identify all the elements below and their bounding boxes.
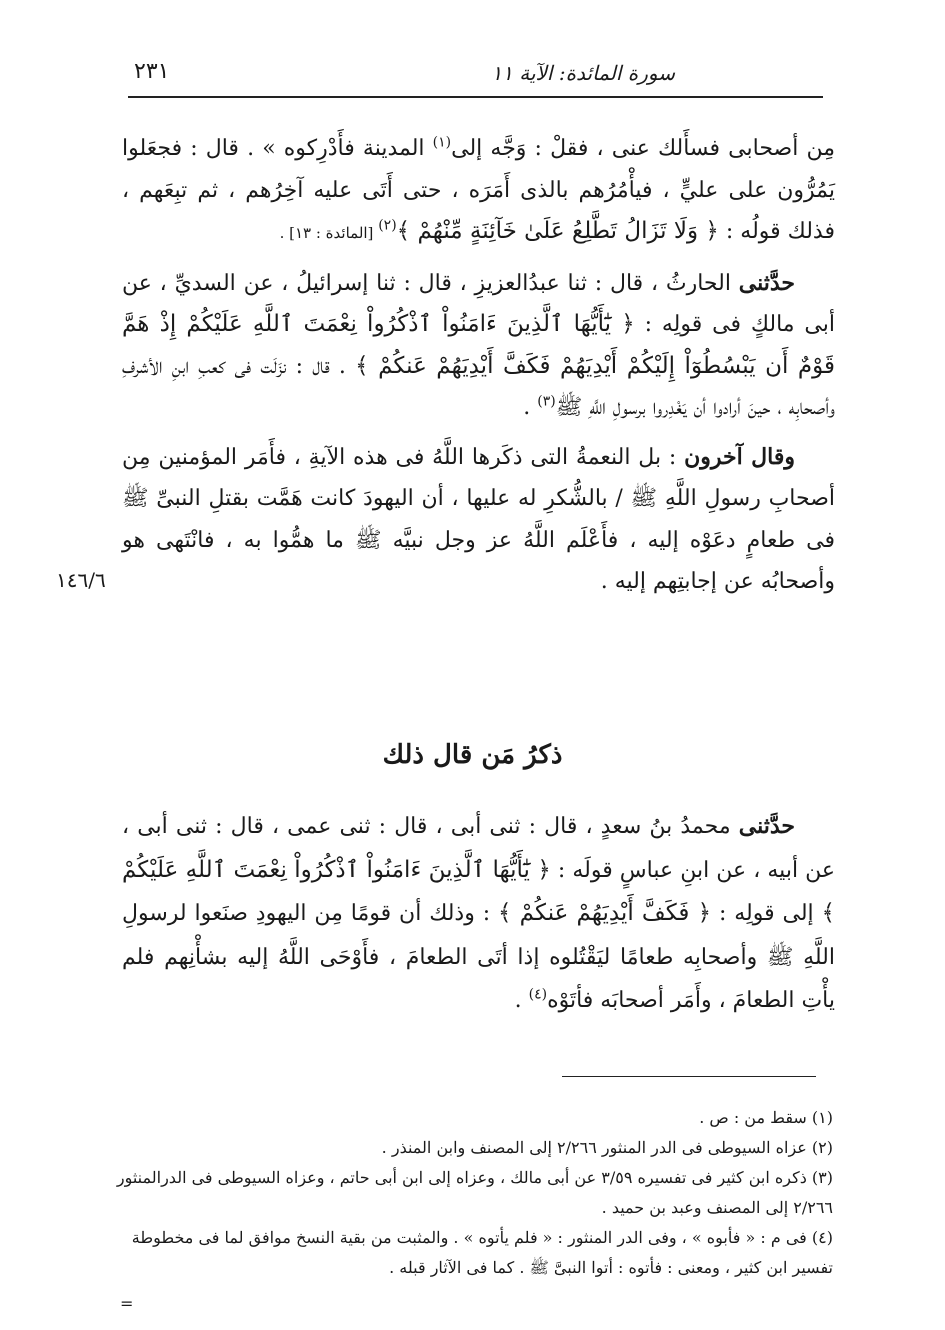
section-heading: ذكرُ مَن قال ذلك [382, 740, 563, 770]
main-text-block [122, 128, 835, 611]
footnote-separator [562, 1076, 816, 1077]
page-number: ٢٣١ [134, 59, 170, 84]
footnote: (٤) فى م : « فأبوه » ، وفى الدر المنثور : « فلم يأتوه » . والمثبت من بقية النسخ موافق لما فى مخطوطة تفسير ابن كثير ، ومعنى : فأتوه : أتوا النبىَّ ﷺ . كما فى الآثار قبله . [131, 1228, 833, 1277]
paragraph [122, 437, 835, 603]
paragraph-lead: حدَّثنى [738, 269, 795, 296]
text-segment: إلى قولِه : [711, 901, 822, 926]
marginal-reference: ١٤٦/٦ [56, 568, 106, 592]
page-header [120, 55, 825, 95]
footnote-ref: (٢) [378, 217, 397, 234]
paragraph [122, 263, 835, 429]
text-segment: . [523, 395, 538, 420]
footnotes [110, 1103, 833, 1283]
text-segment: : وذلك أن قومًا مِن اليهودِ صنَعوا لرسولِ اللَّهِ ﷺ وأصحابِه طعامًا ليَقْتُلوه إذا أتَى الطعامَ ، فأَوْحَى اللَّهُ إليه بشأْنِهم فلم يأْتِ الطعامَ ، وأَمَر أصحابَه فأتَوْه [122, 901, 835, 1013]
header-rule [128, 96, 823, 98]
quran-quote: ﴿ فَكَفَّ أَيْدِيَهُمْ عَنكُمْ ﴾ [498, 900, 712, 926]
footnote-ref: (٣) [537, 393, 556, 410]
running-title: سورة المائدة: الآية ١١ [491, 61, 675, 85]
footnote-ref: (١) [432, 134, 452, 151]
footnote: (١) سقط من : ص . [699, 1108, 833, 1127]
continuation-mark: = [120, 1294, 134, 1313]
paragraph-lead: وقال آخرون [684, 443, 795, 470]
text-segment: الحارثُ ، قال : ثنا عبدُالعزيزِ ، قال : ثنا إسرائيلُ ، عن السديِّ ، عن أبى مالكٍ فى قولِه : [122, 270, 835, 337]
verse-citation: [المائدة : ١٣] . [279, 224, 379, 242]
text-segment: مِن أصحابى فسأَلك عنى ، فقلْ : وَجَّه إلى [451, 136, 835, 161]
paragraph-lead: حدَّثنى [738, 813, 795, 839]
footnote-ref: (٤) [528, 986, 548, 1003]
paragraph [122, 128, 835, 255]
text-segment: محمدُ بنُ سعدٍ ، قال : ثنى أبى ، قال : ثنى عمى ، قال : ثنى أبى ، عن أبيه ، عن ابنِ عباسٍ قولَه : [122, 814, 835, 883]
text-segment: : بل النعمةُ التى ذكَرها اللَّهُ فى هذه الآيةِ ، فأَمَر المؤمنين مِن أصحابِ رسولِ اللَّهِ ﷺ / بالشُّكرِ له عليها ، أن اليهودَ كانت هَمَّت بقتلِ النبىِّ ﷺ فى طعامٍ دعَوْه إليه ، فأَعْلَم اللَّهُ عز وجل نبيَّه ﷺ ما همُّوا به ، فانْتَهى هو وأصحابُه عن إجابتِهم إليه . [122, 444, 835, 594]
footnote: (٣) ذكره ابن كثير فى تفسيره ٣/٥٩ عن أبى مالك ، وعزاه إلى ابن أبى حاتم ، وعزاه السيوطى فى الدرالمنثور ٢/٢٦٦ إلى المصنف وعبد بن حميد . [116, 1168, 833, 1217]
text-segment: المدينة فأَدْرِكوه » . قال : فجعَلوا يَمُرُّون على عليٍّ ، فيأْمُرُهم بالذى أَمَرَه ، حتى أَتَى عليه آخِرُهم ، ثم تبِعَهم ، فذلك قولُه : [122, 136, 835, 244]
footnote: (٢) عزاه السيوطى فى الدر المنثور ٢/٢٦٦ إلى المصنف وابن المنذر . [381, 1138, 833, 1157]
main-text-block-2 [122, 805, 835, 1031]
text-segment: . [514, 988, 529, 1013]
paragraph [122, 805, 835, 1023]
text-segment: . قال : نزَلَت فى كعبِ ابنِ الأشرفِ وأصحابِه ، حينَ أرادوا أن يَغْدِروا برسولِ اللَّهِ ﷺ [122, 353, 835, 420]
quran-quote: ﴿ يَٰٓأَيُّهَا ٱلَّذِينَ ءَامَنُواْ ٱذْكُرُواْ نِعْمَتَ ٱللَّهِ عَلَيْكُمْ إِذْ هَمَّ قَوْمٌ أَن يَبْسُطُوٓاْ إِلَيْكُمْ أَيْدِيَهُمْ فَكَفَّ أَيْدِيَهُمْ عَنكُمْ ﴾ [122, 311, 835, 379]
quran-quote: ﴿ يَٰٓأَيُّهَا ٱلَّذِينَ ءَامَنُواْ ٱذْكُرُواْ نِعْمَتَ ٱللَّهِ عَلَيْكُمْ ﴾ [122, 856, 835, 926]
quran-quote: ﴿ وَلَا تَزَالُ تَطَّلِعُ عَلَىٰ خَآئِنَةٍ مِّنْهُمْ ﴾ [396, 218, 719, 244]
